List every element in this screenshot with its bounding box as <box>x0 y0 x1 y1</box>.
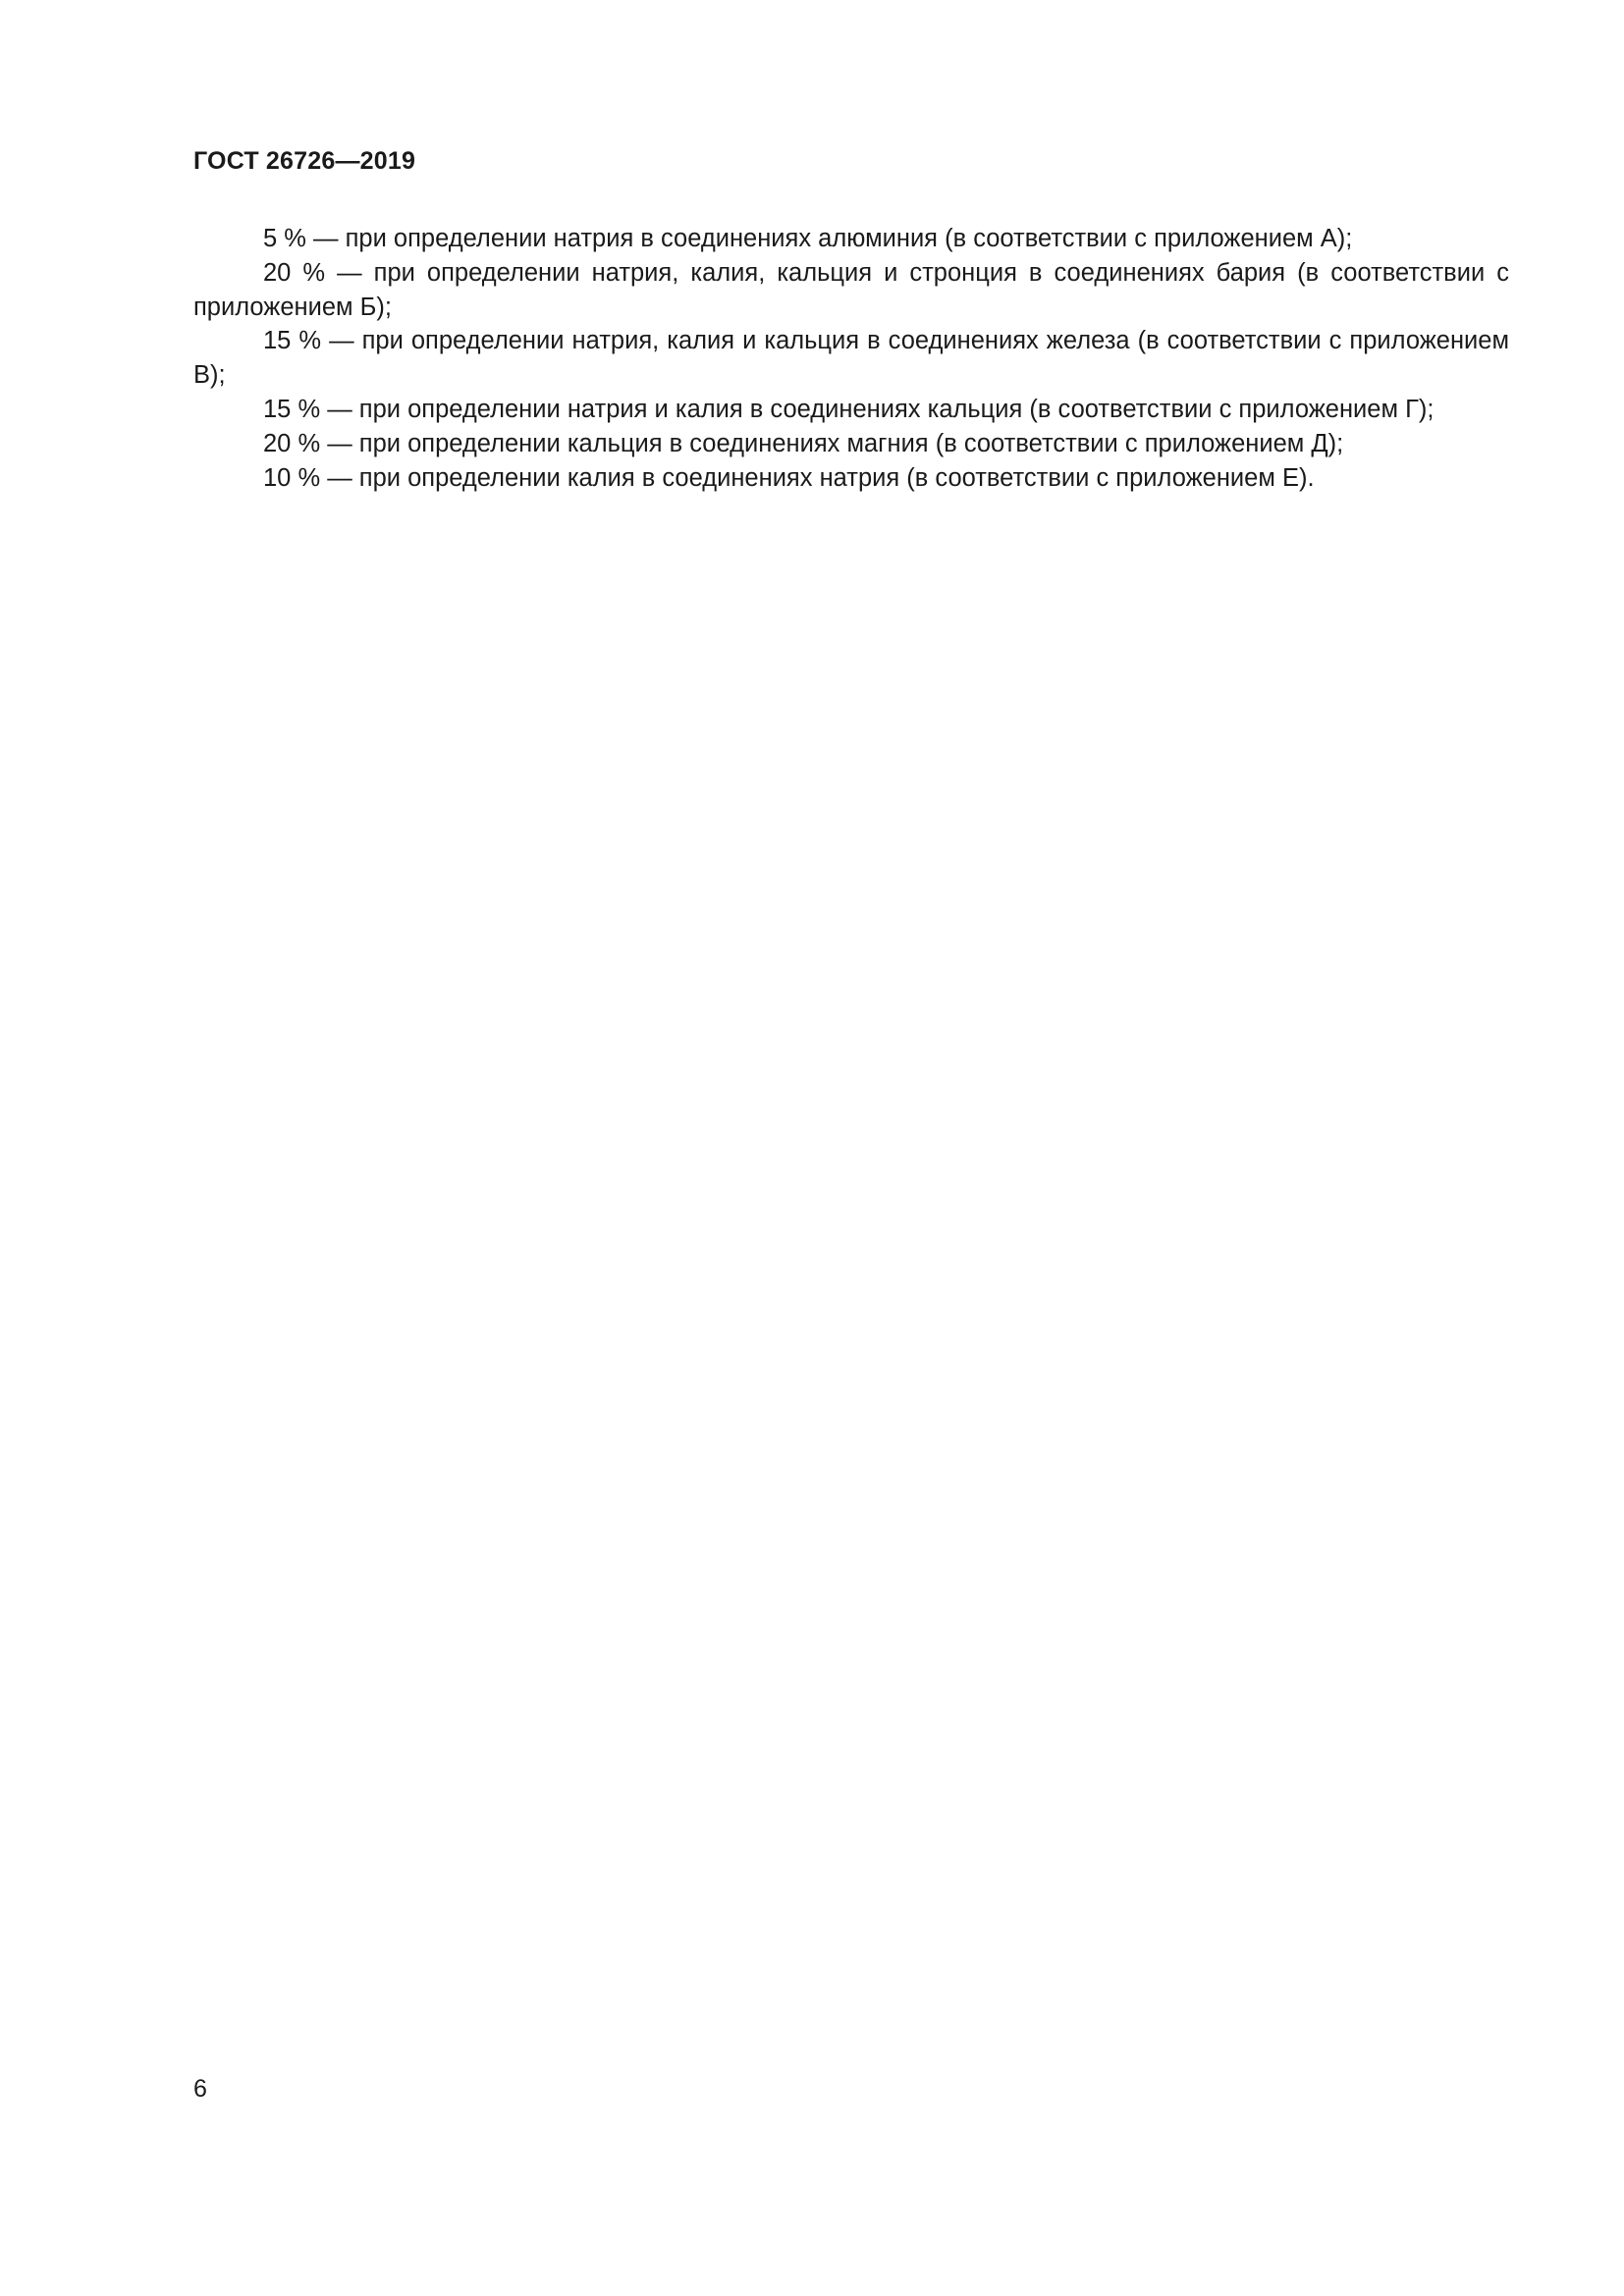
paragraph-sodium: 10 % — при определении калия в соединениях натрия (в соответствии с приложением Е). <box>263 463 1315 492</box>
page-number: 6 <box>193 2075 207 2103</box>
document-header: ГОСТ 26726—2019 <box>193 147 416 175</box>
document-body <box>193 222 1509 495</box>
paragraph-iron: 15 % — при определении натрия, калия и кальция в соединениях железа (в соответствии с приложением В); <box>193 327 1509 390</box>
paragraph-barium: 20 % — при определении натрия, калия, кальция и стронция в соединениях бария (в соответствии с приложением Б); <box>193 258 1509 321</box>
paragraph-calcium: 15 % — при определении натрия и калия в соединениях кальция (в соответствии с приложением Г); <box>263 395 1435 423</box>
paragraph-magnesium: 20 % — при определении кальция в соединениях магния (в соответствии с приложением Д); <box>263 429 1344 457</box>
paragraph-aluminium: 5 % — при определении натрия в соединениях алюминия (в соответствии с приложением А); <box>263 225 1353 252</box>
